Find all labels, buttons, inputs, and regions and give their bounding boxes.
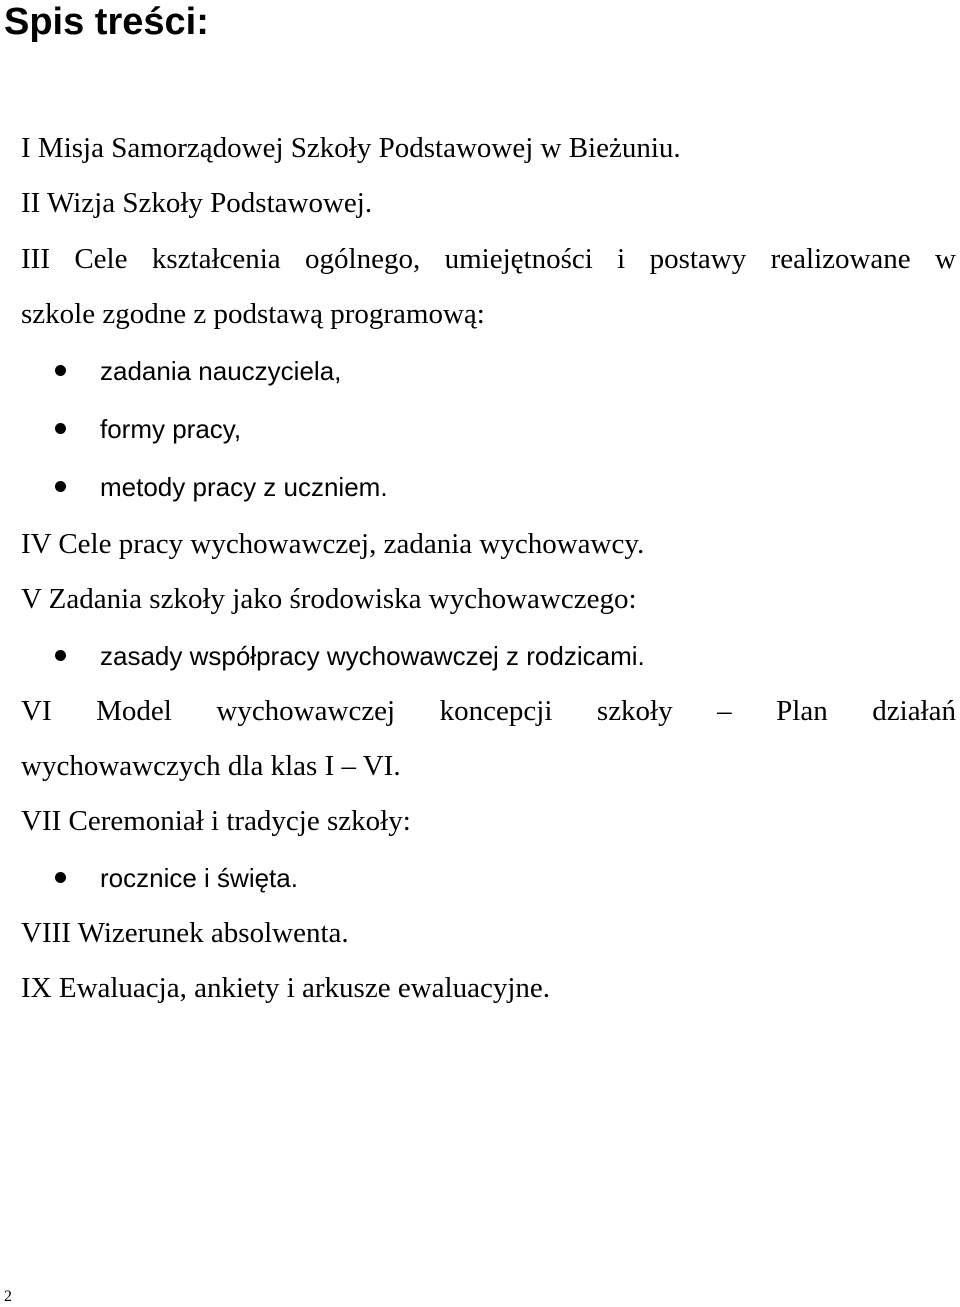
toc-entry-5: V Zadania szkoły jako środowiska wychowawczego:	[21, 583, 637, 615]
toc-entry-7: VII Ceremoniał i tradycje szkoły:	[21, 805, 411, 837]
toc-entry-4: IV Cele pracy wychowawczej, zadania wychowawcy.	[21, 528, 645, 560]
bullet-item-text: zasady współpracy wychowawczej z rodzicami.	[100, 641, 645, 671]
toc-entry-3-line-1: III Cele kształcenia ogólnego, umiejętności i postawy realizowane w	[21, 243, 956, 275]
toc-entry-6-line-1: VI Model wychowawczej koncepcji szkoły – Plan działań	[21, 695, 956, 727]
bullet-item-text: formy pracy,	[100, 414, 242, 444]
bullet-icon	[55, 872, 66, 883]
bullet-icon	[55, 423, 66, 434]
bullet-icon	[55, 365, 66, 376]
bullet-item-text: metody pracy z uczniem.	[100, 472, 388, 502]
page-title: Spis treści:	[4, 1, 209, 43]
bullet-item-text: rocznice i święta.	[100, 863, 298, 893]
bullet-item	[0, 639, 960, 673]
page-number: 2	[4, 1288, 12, 1305]
toc-entry-8: VIII Wizerunek absolwenta.	[21, 917, 349, 949]
bullet-icon	[55, 481, 66, 492]
bullet-item-text: zadania nauczyciela,	[100, 356, 342, 386]
bullet-item	[0, 412, 960, 446]
toc-entry-9: IX Ewaluacja, ankiety i arkusze ewaluacyjne.	[21, 972, 550, 1004]
toc-entry-6-line-2: wychowawczych dla klas I – VI.	[21, 750, 401, 782]
toc-entry-2: II Wizja Szkoły Podstawowej.	[21, 187, 373, 219]
bullet-icon	[55, 650, 66, 661]
toc-entry-3-line-2: szkole zgodne z podstawą programową:	[21, 298, 485, 330]
toc-entry-1: I Misja Samorządowej Szkoły Podstawowej w Bieżuniu.	[21, 132, 681, 164]
bullet-item	[0, 470, 960, 504]
bullet-item	[0, 861, 960, 895]
bullet-item	[0, 354, 960, 388]
